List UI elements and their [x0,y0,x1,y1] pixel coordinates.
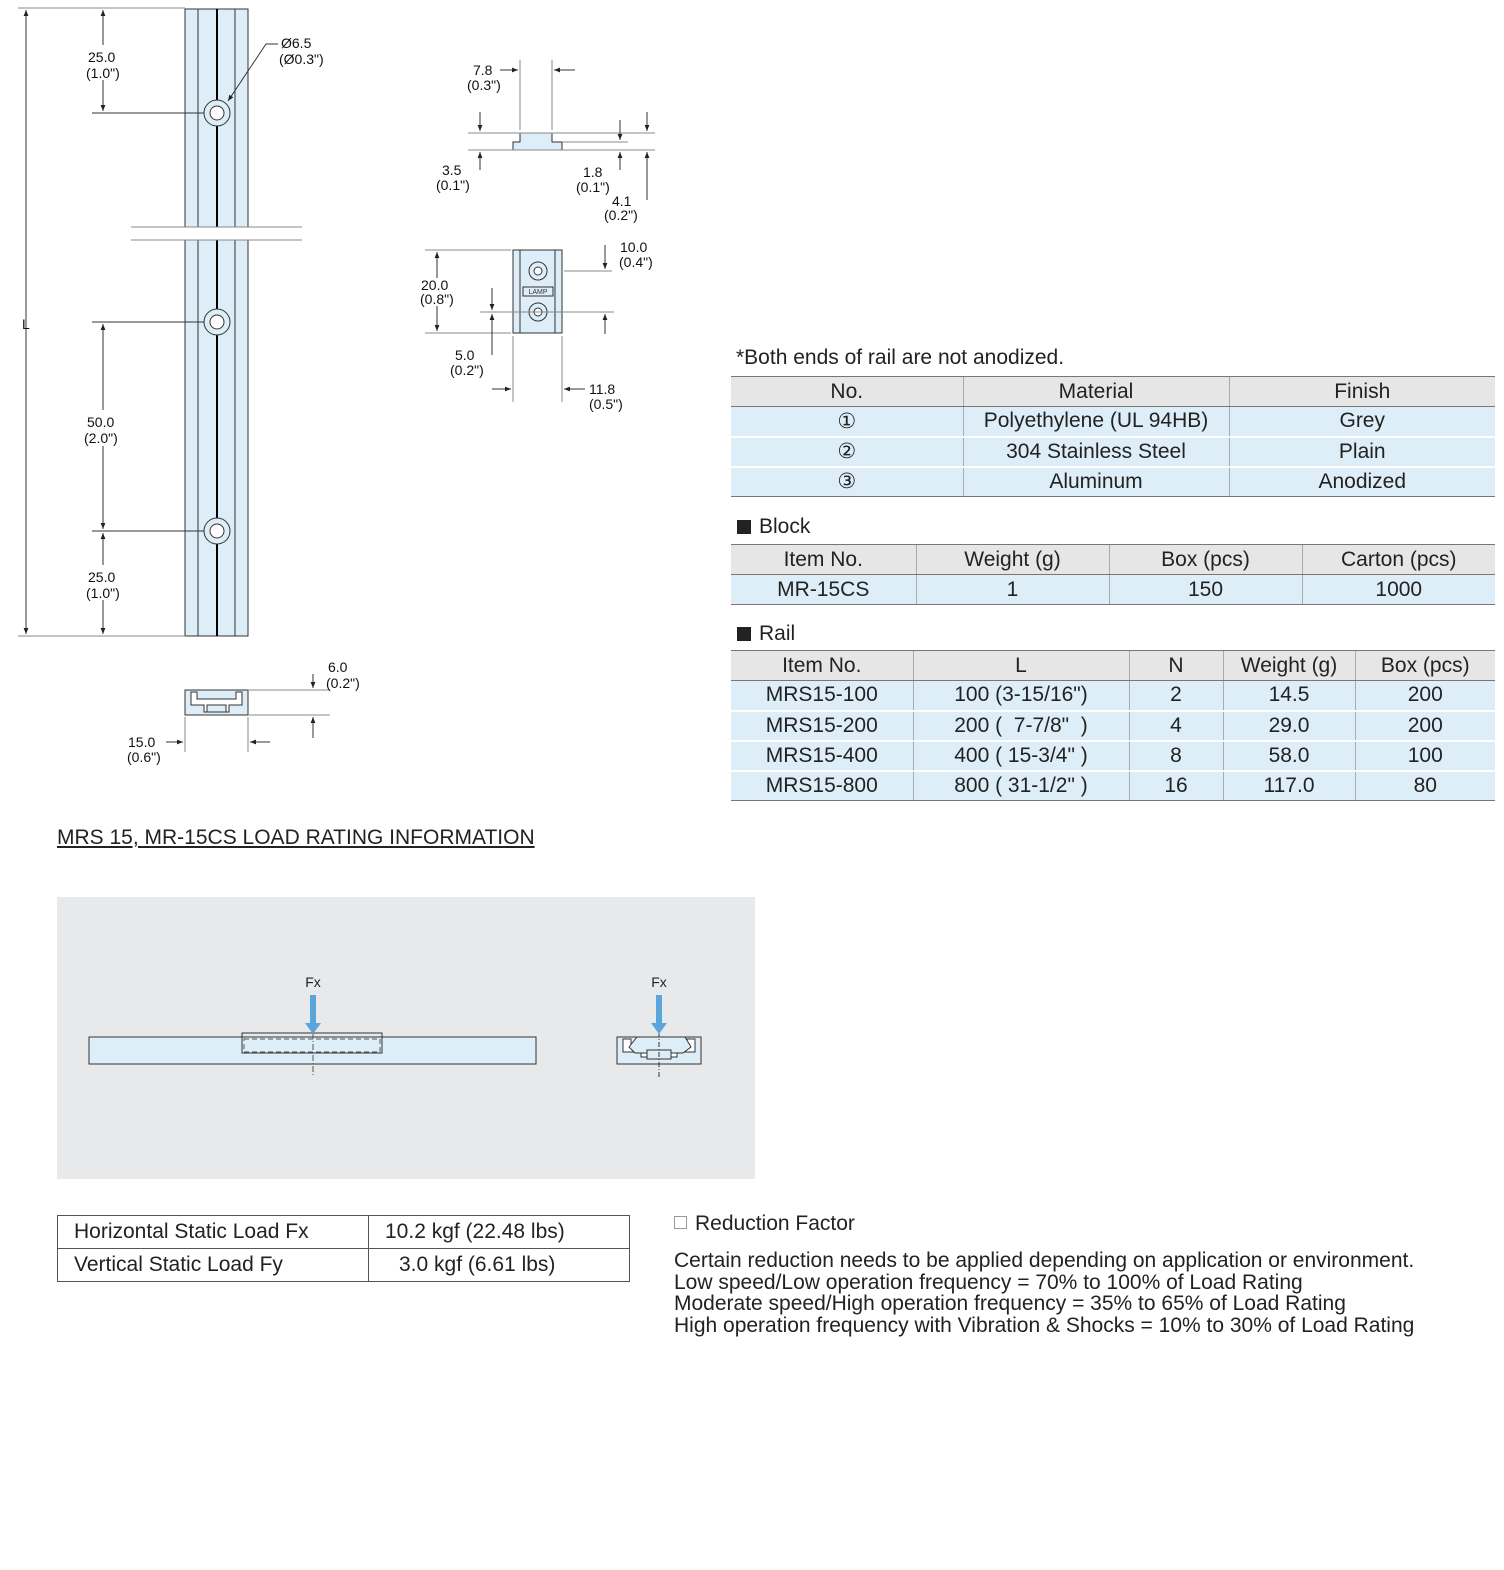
reduction-line: Low speed/Low operation frequency = 70% to 100% of Load Rating [674,1270,1303,1294]
table-row [731,467,1495,497]
material-cell: ① [731,407,963,437]
dim-block-width-in: (0.5") [589,396,623,412]
reduction-factor-title [674,1212,855,1236]
fx-label-end: Fx [651,974,667,990]
reduction-line: High operation frequency with Vibration & Shocks = 10% to 30% of Load Rating [674,1313,1415,1337]
load-diagram-panel [57,897,755,1179]
rail-cell: 100 [1355,741,1495,771]
rail-cell: 117.0 [1223,771,1355,801]
dim-block-width: 11.8 [589,381,616,397]
rail-cell: 200 ( 7-7/8" ) [913,711,1129,741]
rail-cell: 2 [1129,681,1223,711]
dim-block-edge: 5.0 [455,347,475,363]
load-diagram [57,897,755,1179]
material-cell: Grey [1229,407,1495,437]
dim-block-top-width-in: (0.3") [467,77,501,93]
rail-cell: MRS15-800 [731,771,913,801]
dim-rail-height-in: (0.2") [326,675,360,691]
checkbox-icon [674,1216,687,1229]
material-header-finish: Finish [1229,377,1495,407]
block-table [731,544,1495,605]
dim-block-hole-pitch-in: (0.4") [619,254,653,270]
rail-title-text: Rail [759,622,796,645]
rail-cross-section [166,674,330,752]
dim-block-height-in: (0.2") [604,207,638,223]
dim-rail-width: 15.0 [128,734,156,750]
block-header: Carton (pcs) [1302,545,1495,575]
rail-cell: MRS15-100 [731,681,913,711]
material-table [731,376,1495,497]
rail-cell: 200 [1355,711,1495,741]
dim-hole-dia: Ø6.5 [281,35,312,51]
dim-block-length-in: (0.8") [420,291,454,307]
block-section-title [737,515,810,539]
force-arrow-end [651,995,667,1034]
rail-cell: 100 (3-15/16") [913,681,1129,711]
dim-length-label: L [22,316,30,332]
material-cell: ③ [731,467,963,497]
table-row [58,1249,630,1282]
dim-block-edge-in: (0.2") [450,362,484,378]
table-row [731,711,1495,741]
rail-cell: 58.0 [1223,741,1355,771]
rail-cell: 29.0 [1223,711,1355,741]
load-table [57,1215,630,1282]
block-cell: MR-15CS [731,575,916,605]
reduction-factor-title-text: Reduction Factor [695,1212,855,1235]
rail-cell: 200 [1355,681,1495,711]
block-cell: 1 [916,575,1109,605]
fx-label-side: Fx [305,974,321,990]
dim-block-step-in: (0.1") [576,179,610,195]
block-cell: 150 [1109,575,1302,605]
load-rating-title: MRS 15, MR-15CS LOAD RATING INFORMATION [57,826,535,849]
reduction-factor-text [674,1250,1414,1336]
table-row [731,437,1495,467]
dim-block-hole-pitch: 10.0 [620,239,648,255]
dim-pitch: 50.0 [87,414,115,430]
dim-25-bottom: 25.0 [88,569,116,585]
table-row [731,741,1495,771]
table-row [731,407,1495,437]
block-title-text: Block [759,515,811,538]
lamp-logo: LAMP [528,289,548,296]
block-cell: 1000 [1302,575,1495,605]
table-row [731,681,1495,711]
reduction-line: Moderate speed/High operation frequency = 35% to 65% of Load Rating [674,1292,1346,1315]
rail-cell: 16 [1129,771,1223,801]
dim-block-step: 1.8 [583,164,603,180]
dim-block-thick: 3.5 [442,162,462,178]
rail-header: Box (pcs) [1355,651,1495,681]
material-cell: Aluminum [963,467,1229,497]
material-cell: Anodized [1229,467,1495,497]
table-row [731,575,1495,605]
rail-section-title [737,622,795,646]
rail-header: N [1129,651,1223,681]
dim-25-top: 25.0 [88,49,116,65]
rail-header: L [913,651,1129,681]
rail-header: Weight (g) [1223,651,1355,681]
dim-rail-width-in: (0.6") [127,749,161,765]
dim-rail-height: 6.0 [328,659,348,675]
rail-cell: 8 [1129,741,1223,771]
dim-block-length: 20.0 [421,277,449,293]
load-label: Horizontal Static Load Fx [58,1216,369,1249]
rail-cell: 80 [1355,771,1495,801]
material-cell: ② [731,437,963,467]
dim-block-height: 4.1 [612,193,632,209]
dim-hole-dia-in: (Ø0.3") [279,51,324,67]
load-end-view [617,1032,701,1077]
dim-25-bottom-in: (1.0") [86,585,120,601]
load-value: 3.0 kgf (6.61 lbs) [369,1249,630,1282]
dim-pitch-in: (2.0") [84,430,118,446]
rail-cell: 400 ( 15-3/4" ) [913,741,1129,771]
block-header: Weight (g) [916,545,1109,575]
dim-25-top-in: (1.0") [86,65,120,81]
dim-block-top-width: 7.8 [473,62,493,78]
material-header-no: No. [731,377,963,407]
material-cell: 304 Stainless Steel [963,437,1229,467]
force-arrow-side [305,995,321,1034]
rail-cell: MRS15-200 [731,711,913,741]
material-cell: Polyethylene (UL 94HB) [963,407,1229,437]
block-top-view [425,245,614,402]
material-cell: Plain [1229,437,1495,467]
rail-cell: 14.5 [1223,681,1355,711]
load-label: Vertical Static Load Fy [58,1249,369,1282]
material-header-material: Material [963,377,1229,407]
load-value: 10.2 kgf (22.48 lbs) [369,1216,630,1249]
rail-cell: 800 ( 31-1/2" ) [913,771,1129,801]
table-row [731,771,1495,801]
rail-cell: MRS15-400 [731,741,913,771]
dim-block-thick-in: (0.1") [436,177,470,193]
rail-header: Item No. [731,651,913,681]
rail-table [731,650,1495,801]
block-header: Item No. [731,545,916,575]
reduction-line: Certain reduction needs to be applied depending on application or environment. [674,1249,1415,1272]
rail-cell: 4 [1129,711,1223,741]
table-row [58,1216,630,1249]
anodize-note: *Both ends of rail are not anodized. [736,346,1065,369]
block-header: Box (pcs) [1109,545,1302,575]
